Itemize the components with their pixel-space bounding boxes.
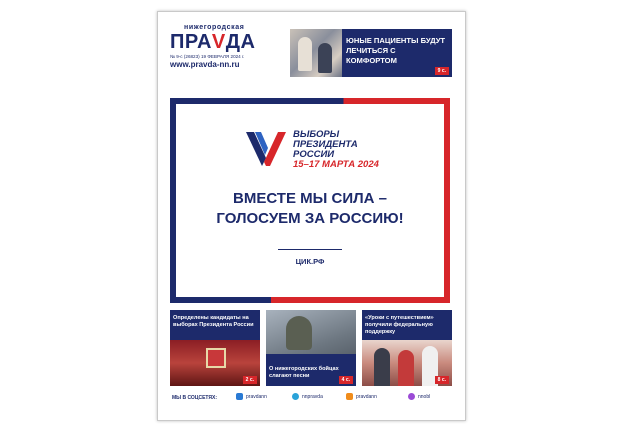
social-handle: pravdann xyxy=(356,393,377,400)
social-handle: nnobl xyxy=(418,393,431,400)
election-v-logo-icon xyxy=(244,130,288,168)
teaser-headline: ЮНЫЕ ПАЦИЕНТЫ БУДУТ ЛЕЧИТЬСЯ С КОМФОРТОМ xyxy=(346,36,446,65)
masthead xyxy=(170,24,290,94)
election-line1: ВЫБОРЫ xyxy=(293,129,340,140)
max-icon xyxy=(408,393,415,400)
divider xyxy=(278,249,342,250)
vk-icon xyxy=(236,393,243,400)
social-label: МЫ В СОЦСЕТЯХ: xyxy=(172,395,218,401)
election-poster xyxy=(170,98,450,303)
social-handle: pravdann xyxy=(246,393,267,400)
page-badge: 8 с. xyxy=(435,376,449,384)
teaser-tile-lessons[interactable] xyxy=(362,310,452,386)
election-line3: РОССИИ xyxy=(293,149,335,160)
tile-caption: О нижегородских бойцах слагают песни xyxy=(269,366,339,380)
teaser-tiles xyxy=(170,310,452,386)
teaser-tile-soldiers[interactable] xyxy=(266,310,356,386)
tile-caption: Определены кандидаты на выборах Президента России xyxy=(173,315,254,328)
emblem-icon xyxy=(206,348,226,368)
cik-website[interactable]: ЦИК.РФ xyxy=(295,257,325,266)
social-bar xyxy=(170,391,452,403)
slogan-line2: ГОЛОСУЕМ ЗА РОССИЮ! xyxy=(216,210,404,227)
election-dates: 15–17 МАРТА 2024 xyxy=(293,159,379,170)
logo-accent: V xyxy=(211,31,226,53)
social-max[interactable] xyxy=(408,393,430,400)
page-badge: 2 с. xyxy=(243,376,257,384)
newspaper-cover xyxy=(157,11,466,421)
teaser-photo xyxy=(290,29,342,77)
ok-icon xyxy=(346,393,353,400)
issue-info: № 9-с (26823) 19 ФЕВРАЛЯ 2024 г. xyxy=(170,54,245,59)
social-ok[interactable] xyxy=(346,393,377,400)
tile-caption: «Уроки с путешествием» получили федеральную поддержку xyxy=(365,315,434,335)
slogan-line1: ВМЕСТЕ МЫ СИЛА – xyxy=(233,190,387,207)
page-badge: 4 с. xyxy=(339,376,353,384)
logo-right: ДА xyxy=(225,31,256,53)
telegram-icon xyxy=(292,393,299,400)
social-handle: nnpravda xyxy=(302,393,323,400)
top-teaser[interactable] xyxy=(290,29,452,77)
page-badge: 9 с. xyxy=(435,67,449,75)
election-title xyxy=(293,130,379,170)
social-vk[interactable] xyxy=(236,393,267,400)
slogan xyxy=(170,189,450,229)
teaser-tile-candidates[interactable] xyxy=(170,310,260,386)
site-url[interactable]: www.pravda-nn.ru xyxy=(170,60,240,69)
masthead-logo xyxy=(170,32,290,52)
social-telegram[interactable] xyxy=(292,393,323,400)
masthead-region: нижегородская xyxy=(184,24,245,31)
election-line2: ПРЕЗИДЕНТА xyxy=(293,139,358,150)
logo-left: ПРА xyxy=(170,31,212,53)
